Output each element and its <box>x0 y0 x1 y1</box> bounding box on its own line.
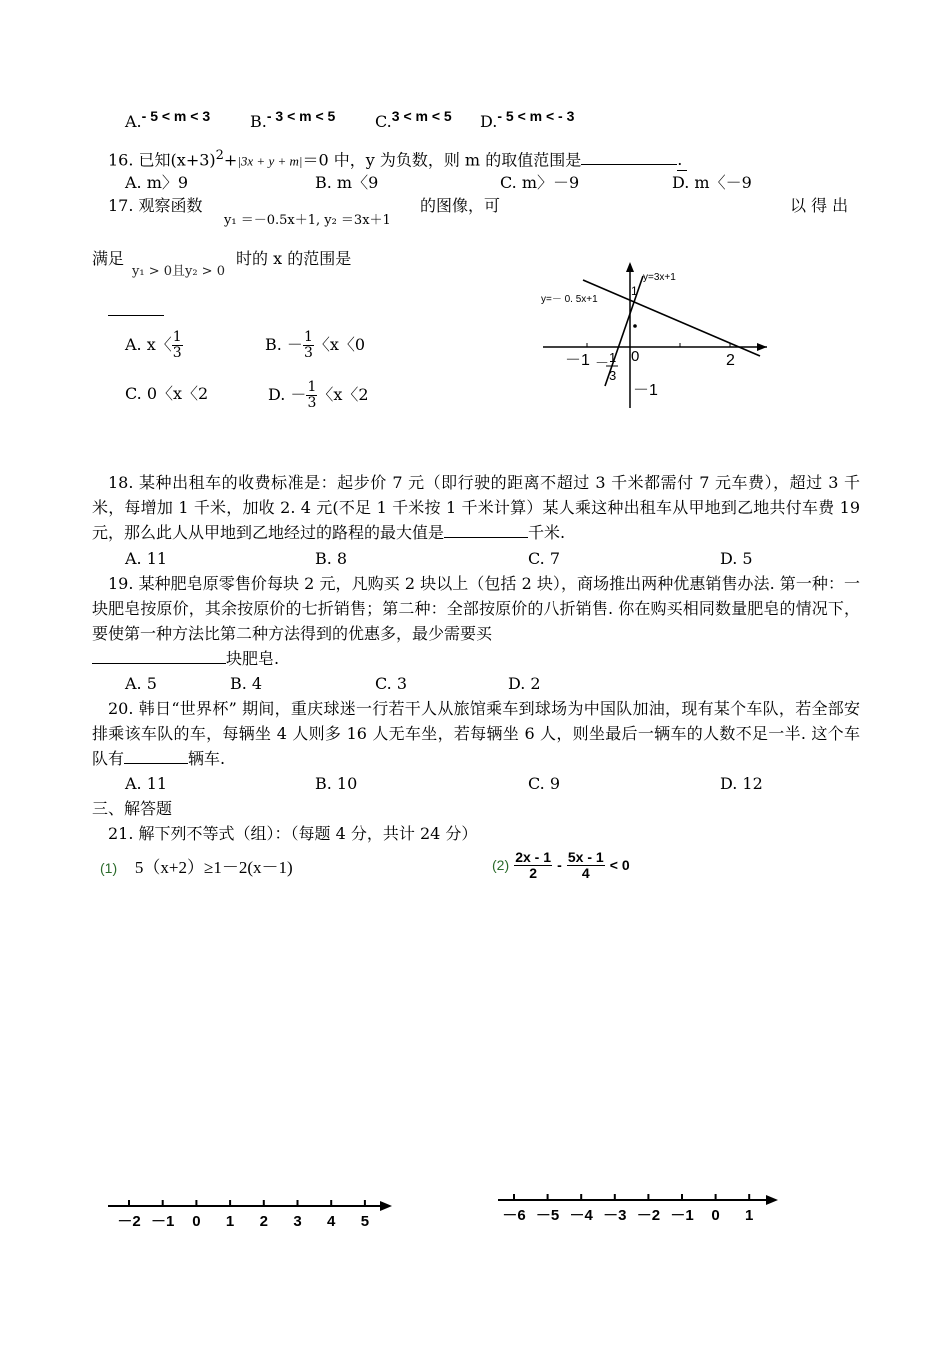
neg-third-sign: － <box>595 355 609 371</box>
neg-third-den: 3 <box>609 368 617 383</box>
label-line-y1: y=－ 0. 5x+1 <box>541 294 598 305</box>
q17-answer-blank <box>108 305 164 316</box>
nl2-ticks-tick-label: 0 <box>711 1207 720 1224</box>
q20-option-a: A. 11 <box>125 774 168 793</box>
q16-option-d: D. m〈－9 <box>672 173 752 192</box>
q21-title: 21. 解下列不等式（组）：（每题 4 分，共计 24 分） <box>108 824 478 843</box>
q18-option-b: B. 8 <box>315 549 348 568</box>
q18-option-c: C. 7 <box>528 549 561 568</box>
nl2-ticks-tick-label: －5 <box>535 1207 560 1224</box>
q15-option-d: D.- 5 < m < - 3 <box>480 108 575 131</box>
q19-option-c: C. 3 <box>375 674 408 693</box>
q18-answer-blank <box>444 537 528 538</box>
label-line-y2: y=3x+1 <box>643 272 676 283</box>
q18-option-d: D. 5 <box>720 549 753 568</box>
tick-label-0: 0 <box>631 348 640 365</box>
line-y1 <box>583 280 760 356</box>
tick-label-y1: 1 <box>631 284 638 298</box>
q19-option-b: B. 4 <box>230 674 263 693</box>
q17-line2-prefix: 满足 <box>92 249 125 268</box>
x-axis-arrow <box>757 343 767 351</box>
q16-option-a: A. m〉9 <box>125 173 189 192</box>
number-line-1 <box>100 1192 400 1232</box>
nl1-ticks-tick-label: 1 <box>225 1213 235 1230</box>
q19-option-d: D. 2 <box>508 674 541 693</box>
q20-answer-blank <box>124 763 188 764</box>
section-3-title: 三、解答题 <box>92 799 173 818</box>
q17-function-graph <box>535 258 775 410</box>
nl2-ticks-tick-label: 1 <box>745 1207 754 1224</box>
q17-stem-prefix: 17. 观察函数 <box>108 196 203 215</box>
tick-label-neg1: －1 <box>565 352 590 369</box>
q16-stem: 16. 已知$(x+3)^2+|3x + y + m|=0$ 中，y 为负数，则 m 的取值范围是 . <box>108 146 687 171</box>
tick-label-yneg1: －1 <box>633 382 658 399</box>
q15-option-c: C.3 < m < 5 <box>375 108 452 131</box>
q21-part2: (2) $\frac{2x - 1}{2}$ - $\frac{5x - 1}{4}$ < 0 <box>492 849 630 881</box>
q17-option-d: D. － $\frac{1}{3}$ 〈x〈2 <box>268 379 369 411</box>
q20-option-d: D. 12 <box>720 774 763 793</box>
nl2-ticks-tick-label: －1 <box>670 1207 694 1224</box>
q20-option-b: B. 10 <box>315 774 358 793</box>
nl1-ticks-tick-label: 4 <box>327 1213 336 1230</box>
nl2-ticks-tick-label: －2 <box>636 1207 661 1224</box>
q16-option-c: C. m〉－9 <box>500 173 580 192</box>
q17-stem-mid: 的图像，可 <box>420 196 501 215</box>
q19-answer-blank <box>92 663 226 664</box>
q20-stem: 20. 韩日“世界杯” 期间，重庆球迷一行若干人从旅馆乘车到球场为中国队加油，现有某个车队，若全部安排乘该车队的车，每辆坐 4 人则多 16 人无车坐，若每辆坐 6 人，则坐最后一辆车的人数不足一半. 这个车队有 辆车. <box>92 699 860 768</box>
y-axis-arrow <box>626 262 634 272</box>
nl2-ticks-tick-label: －3 <box>603 1207 627 1224</box>
q18-option-a: A. 11 <box>125 549 168 568</box>
q20-option-c: C. 9 <box>528 774 561 793</box>
number-line-2-arrow <box>766 1195 778 1205</box>
q19-stem: 19. 某种肥皂原零售价每块 2 元，凡购买 2 块以上（包括 2 块），商场推出两种优惠销售办法. 第一种：一块肥皂按原价，其余按原价的七折销售；第二种：全部按原价的八折销售. 你在购买相同数量肥皂的情况下，要使第一种方法比第二种方法得到的优惠多，最少需要买 块肥皂. <box>92 574 860 668</box>
nl2-ticks-tick-label: －4 <box>569 1207 593 1224</box>
number-line-2 <box>492 1186 784 1226</box>
q17-option-a: A. x〈 $\frac{1}{3}$ <box>125 329 182 361</box>
q15-option-b: B.- 3 < m < 5 <box>250 108 336 131</box>
q16-option-b: B. m〈9 <box>315 173 379 192</box>
number-line-2-ticks <box>502 1194 753 1224</box>
nl1-ticks-tick-label: －1 <box>151 1213 175 1230</box>
q17-functions: y₁ ＝－0.5x＋1, y₂ ＝3x＋1 <box>224 213 391 228</box>
nl1-ticks-tick-label: 0 <box>192 1213 201 1230</box>
q17-condition: y₁ > 0且y₂ > 0 <box>132 264 225 279</box>
nl1-ticks-tick-label: 3 <box>293 1213 302 1230</box>
neg-third-num: 1 <box>609 350 617 365</box>
tick-label-2: 2 <box>726 352 735 369</box>
intersection-dot <box>633 324 637 328</box>
q17-option-b: B. － $\frac{1}{3}$ 〈x〈0 <box>265 329 366 361</box>
nl1-ticks-tick-label: 5 <box>360 1213 370 1230</box>
number-line-1-arrow <box>380 1201 392 1211</box>
q17-stem-right: 以 得 出 <box>790 196 849 215</box>
q21-part1: (1) 5（x+2）≥1－2(x－1) <box>100 858 293 877</box>
q18-stem: 18. 某种出租车的收费标准是：起步价 7 元（即行驶的距离不超过 3 千米都需付 7 元车费），超过 3 千米，每增加 1 千米，加收 2. 4 元(不足 1 千米按 1 千米计算）某人乘这种出租车从甲地到乙地共付车费 19 元，那么此人从甲地到乙地经过的路程的最大值是 千米. <box>92 473 860 542</box>
q15-option-a: A.- 5 < m < 3 <box>125 108 211 131</box>
nl2-ticks-tick-label: －6 <box>502 1207 526 1224</box>
number-line-1-ticks <box>117 1200 369 1230</box>
nl1-ticks-tick-label: 2 <box>259 1213 268 1230</box>
q19-option-a: A. 5 <box>125 674 157 693</box>
nl1-ticks-tick-label: －2 <box>117 1213 141 1230</box>
q17-option-c: C. 0〈x〈2 <box>125 384 209 403</box>
q17-line2-suffix: 时的 x 的范围是 <box>236 249 352 268</box>
q16-answer-blank <box>581 164 677 165</box>
